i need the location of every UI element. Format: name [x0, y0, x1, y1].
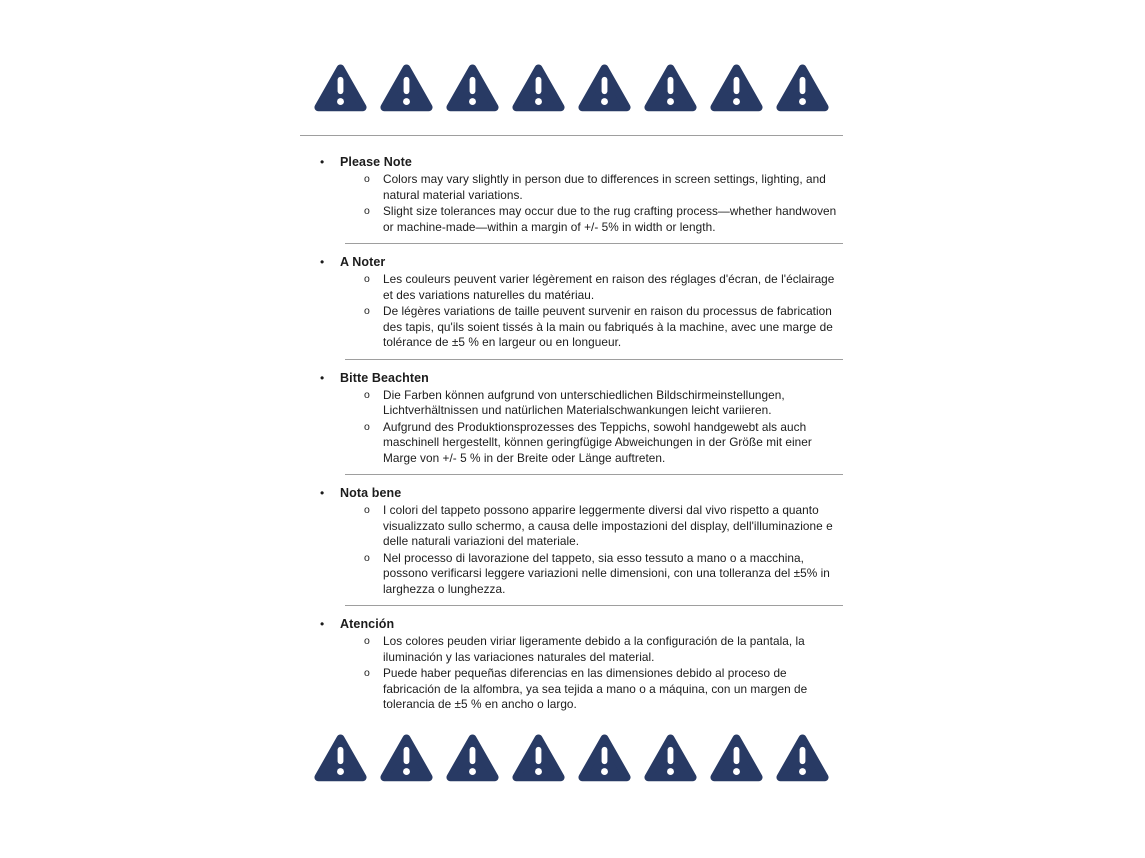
warning-triangle-icon: [578, 732, 631, 782]
bullet-list: [300, 172, 843, 235]
warning-triangle-icon: [314, 62, 367, 112]
sub-bullet-item: [300, 272, 843, 303]
sub-bullet-marker: o: [364, 635, 370, 647]
top-divider: [300, 135, 843, 136]
sub-bullet-text: De légères variations de taille peuvent survenir en raison du processus de fabrication des tapis, qu'ils soient tissés à la main ou fabriqués à la machine, avec une marge de tolérance de ±5 % en largeur ou en longueur.: [383, 304, 833, 349]
section-heading-row: [300, 486, 843, 501]
warning-triangle-icon: [578, 62, 631, 112]
sub-bullet-marker: o: [364, 667, 370, 679]
sub-bullet-marker: o: [364, 504, 370, 516]
bullet-list: [300, 634, 843, 713]
section-heading: Nota bene: [340, 486, 402, 500]
sub-bullet-item: [300, 551, 843, 598]
warning-triangle-icon: [710, 62, 763, 112]
sub-bullet-text: Colors may vary slightly in person due to differences in screen settings, lighting, and natural material variations.: [383, 172, 826, 202]
sub-bullet-marker: o: [364, 420, 370, 433]
content-column: [300, 0, 843, 782]
section-divider: [345, 243, 843, 244]
note-section: [300, 255, 843, 360]
section-divider: [345, 605, 843, 606]
note-section: [300, 155, 843, 244]
section-heading-row: [300, 155, 843, 170]
bullet-list: [300, 503, 843, 597]
section-heading: Atención: [340, 617, 395, 631]
sub-bullet-text: Slight size tolerances may occur due to the rug crafting process—whether handwoven or machine-made—within a margin of +/- 5% in width or length.: [383, 204, 837, 234]
bullet-marker: •: [320, 370, 325, 385]
sub-bullet-marker: o: [364, 205, 370, 217]
sub-bullet-marker: o: [364, 305, 370, 317]
warning-triangle-icon: [446, 732, 499, 782]
sub-bullet-item: [300, 388, 843, 419]
warning-triangle-icon: [512, 732, 565, 782]
section-heading-row: [300, 371, 843, 386]
note-section: [300, 617, 843, 713]
warning-triangle-icon: [710, 732, 763, 782]
sub-bullet-text: I colori del tappeto possono apparire leggermente diversi dal vivo rispetto a quanto visualizzato sullo schermo, a causa delle impostazioni del display, dell'illuminazione e delle naturali variazioni del materiale.: [383, 503, 833, 548]
bullet-marker: •: [320, 617, 325, 631]
sub-bullet-marker: o: [364, 551, 370, 564]
bullet-list: [300, 272, 843, 351]
sub-bullet-item: [300, 420, 843, 467]
sub-bullet-marker: o: [364, 388, 370, 401]
sub-bullet-text: Nel processo di lavorazione del tappeto, sia esso tessuto a mano o a macchina, possono verificarsi leggere variazioni nelle dimensioni, con una tolleranza del ±5% in larghezza o lunghezza.: [383, 550, 830, 596]
warning-triangle-icon: [380, 732, 433, 782]
sub-bullet-marker: o: [364, 273, 370, 285]
warning-row-top: [300, 62, 843, 112]
section-heading: A Noter: [340, 255, 386, 269]
warning-row-bottom: [300, 732, 843, 782]
warning-triangle-icon: [644, 62, 697, 112]
sub-bullet-text: Die Farben können aufgrund von unterschiedlichen Bildschirmeinstellungen, Lichtverhältnissen und natürlichen Materialschwankungen leicht variieren.: [383, 387, 785, 417]
section-heading-row: [300, 617, 843, 632]
sub-bullet-marker: o: [364, 173, 370, 185]
sub-bullet-item: [300, 503, 843, 550]
note-section: [300, 486, 843, 606]
sub-bullet-item: [300, 634, 843, 665]
sub-bullet-item: [300, 172, 843, 203]
warning-triangle-icon: [644, 732, 697, 782]
bullet-marker: •: [320, 255, 325, 269]
sub-bullet-text: Les couleurs peuvent varier légèrement en raison des réglages d'écran, de l'éclairage et des variations naturelles du matériau.: [383, 272, 835, 302]
warning-triangle-icon: [314, 732, 367, 782]
bullet-list: [300, 388, 843, 467]
section-divider: [345, 359, 843, 360]
warning-triangle-icon: [446, 62, 499, 112]
warning-triangle-icon: [380, 62, 433, 112]
section-heading: Bitte Beachten: [340, 370, 429, 385]
warning-triangle-icon: [776, 62, 829, 112]
section-heading-row: [300, 255, 843, 270]
sections: [300, 155, 843, 713]
bullet-marker: •: [320, 155, 325, 169]
sub-bullet-item: [300, 666, 843, 713]
section-heading: Please Note: [340, 155, 412, 169]
warning-triangle-icon: [776, 732, 829, 782]
sub-bullet-text: Aufgrund des Produktionsprozesses des Teppichs, sowohl handgewebt als auch maschinell hergestellt, können geringfügige Abweichungen in der Größe mit einer Marge von +/- 5 % in der Breite oder Länge auftreten.: [383, 419, 812, 465]
sub-bullet-text: Puede haber pequeñas diferencias en las dimensiones debido al proceso de fabricación de la alfombra, ya sea tejida a mano o a máquina, con un margen de tolerancia de ±5 % en ancho o largo.: [383, 666, 808, 711]
bullet-marker: •: [320, 486, 325, 500]
section-divider: [345, 474, 843, 475]
warning-triangle-icon: [512, 62, 565, 112]
sub-bullet-item: [300, 204, 843, 235]
sub-bullet-item: [300, 304, 843, 351]
sub-bullet-text: Los colores peuden viriar ligeramente debido a la configuración de la pantala, la iluminación y las variaciones naturales del material.: [383, 634, 805, 664]
note-section: [300, 371, 843, 476]
